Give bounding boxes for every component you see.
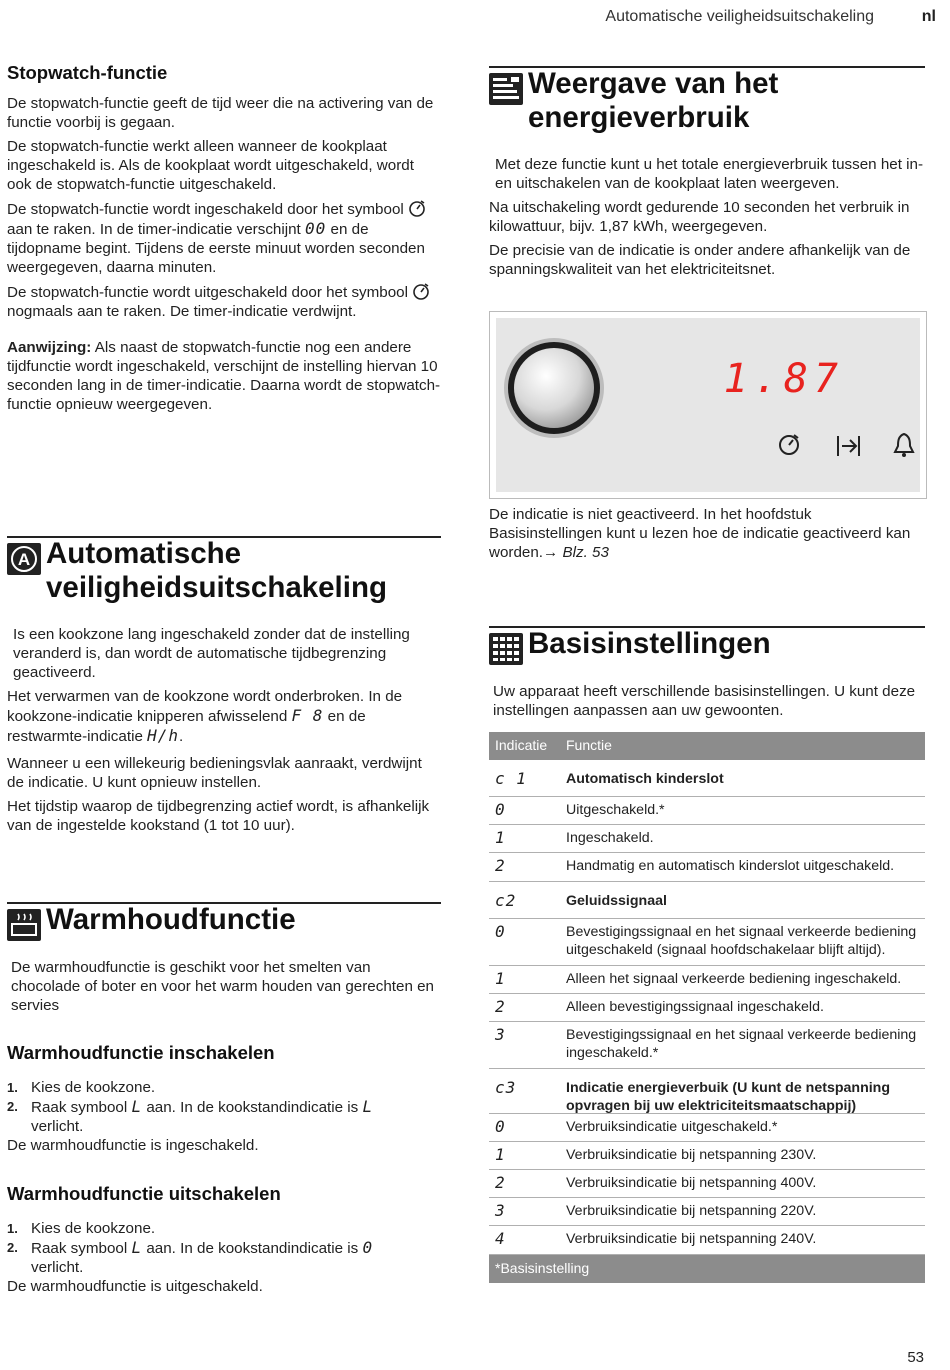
auto-paragraph-4: Het tijdstip waarop de tijdbegrenzing actief wordt, is afhankelijk van de ingestelde kookstand (1 tot 10 uur). <box>7 798 430 834</box>
warm-off-steps <box>7 1219 441 1277</box>
warm-off-heading: Warmhoudfunctie uitschakelen <box>7 1183 281 1204</box>
warm-on-heading: Warmhoudfunctie inschakelen <box>7 1042 275 1063</box>
residual-heat-segment: H/h <box>147 726 180 745</box>
table-row <box>489 1226 925 1255</box>
function-description: Verbruiksindicatie bij netspanning 220V. <box>566 1203 817 1219</box>
energy-body <box>489 155 925 284</box>
step-text-b: aan. In de kookstandindicatie is <box>146 1099 359 1116</box>
warm-on-result: De warmhoudfunctie is ingeschakeld. <box>7 1137 259 1154</box>
indicator-segment: 1 <box>495 969 506 988</box>
warm-off-result: De warmhoudfunctie is uitgeschakeld. <box>7 1278 263 1295</box>
page-reference-link[interactable]: Blz. 53 <box>562 544 609 561</box>
stopwatch-paragraph-3 <box>7 199 441 277</box>
warming-icon <box>7 909 41 941</box>
step-number: 1. <box>7 1080 18 1095</box>
indicator-segment: 1 <box>495 1145 506 1164</box>
stopwatch-icon <box>780 435 798 454</box>
warm-off-step-2 <box>7 1238 441 1277</box>
energy-paragraph-3: De precisie van de indicatie is onder andere afhankelijk van de spanningskwaliteit van het elektriciteitsnet. <box>489 242 911 278</box>
auto-shutdown-body <box>7 625 441 840</box>
function-description: Uitgeschakeld.* <box>566 802 665 818</box>
table-group-row <box>489 760 925 797</box>
function-description: Alleen bevestigingssignaal ingeschakeld. <box>566 999 824 1015</box>
table-row <box>489 994 925 1022</box>
function-description: Indicatie energieverbuik (U kunt de netspanning opvragen bij uw elektriciteitsmaatschappij) <box>566 1080 891 1114</box>
table-header <box>489 732 925 760</box>
auto-p2-part-a: Het verwarmen van de kookzone wordt onderbroken. In de kookzone-indicatie knipperen afwisselend <box>7 688 403 725</box>
column-header-functie: Functie <box>566 737 612 753</box>
table-group-row <box>489 1069 925 1114</box>
step-text-c: verlicht. <box>31 1118 84 1135</box>
step-text-a: Raak symbool <box>31 1240 128 1257</box>
basis-intro <box>489 682 925 725</box>
basis-settings-table <box>489 732 925 1283</box>
basis-heading-block <box>489 626 925 668</box>
stopwatch-section <box>7 62 441 419</box>
timer-to-end-icon <box>838 436 859 456</box>
energy-display-icon <box>489 73 523 105</box>
auto-shutdown-icon <box>7 543 41 575</box>
step-text-a: Raak symbool <box>31 1099 128 1116</box>
basis-paragraph-1: Uw apparaat heeft verschillende basisinstellingen. U kunt deze instellingen aanpassen aan uw gewoonten. <box>493 683 916 719</box>
function-description: Verbruiksindicatie uitgeschakeld.* <box>566 1119 778 1135</box>
stopwatch-heading: Stopwatch-functie <box>7 62 168 83</box>
step-text-b: aan. In de kookstandindicatie is <box>146 1240 359 1257</box>
warm-off-step-1 <box>7 1219 441 1238</box>
warm-body <box>7 958 441 1301</box>
indicator-segment: 3 <box>495 1201 506 1220</box>
indicator-segment: 2 <box>495 856 506 875</box>
stopwatch-paragraph-4 <box>7 282 441 321</box>
basis-heading: Basisinstellingen <box>528 627 771 660</box>
warm-level-segment: L <box>362 1097 374 1116</box>
indicator-segment: c3 <box>495 1078 517 1097</box>
table-row <box>489 1114 925 1142</box>
step-text: Kies de kookzone. <box>31 1220 156 1237</box>
function-description: Ingeschakeld. <box>566 830 654 846</box>
function-description: Bevestigingssignaal en het signaal verkeerde bediening ingeschakeld.* <box>566 1027 917 1061</box>
step-number: 2. <box>7 1240 18 1255</box>
stopwatch-paragraph-2: De stopwatch-functie werkt alleen wanneer de kookplaat ingeschakeld is. Als de kookplaat wordt uitgeschakeld, wordt ook de stopwatch-functie uitgeschakeld. <box>7 138 414 193</box>
step-number: 2. <box>7 1099 18 1114</box>
note-text: Als naast de stopwatch-functie nog een andere tijdfunctie wordt ingeschakeld, verschijnt de instelling hiervan 10 seconden lang in de timer-indicatie. Daarna wordt de stopwatch-functie opnieuw weergegeven. <box>7 339 441 413</box>
stopwatch-icon <box>408 199 426 217</box>
function-description: Bevestigingssignaal en het signaal verkeerde bediening uitgeschakeld (signaal hoofdschakelaar blijft altijd). <box>566 924 917 958</box>
table-row <box>489 1142 925 1170</box>
control-knob <box>504 338 604 438</box>
table-group-row <box>489 882 925 919</box>
stopwatch-p3-part-b: aan te raken. In de timer-indicatie verschijnt <box>7 221 301 238</box>
energy-activation-note <box>489 505 925 562</box>
function-description: Verbruiksindicatie bij netspanning 400V. <box>566 1175 817 1191</box>
table-footnote <box>489 1255 925 1283</box>
auto-icon-letter: A <box>17 550 31 569</box>
auto-paragraph-1: Is een kookzone lang ingeschakeld zonder dat de instelling veranderd is, dan wordt de automatische tijdbegrenzing geactiveerd. <box>13 626 410 681</box>
stopwatch-p3-part-c: en de tijdopname begint. Tijdens de eerste minuut worden seconden weergegeven, daarna minuten. <box>7 221 425 276</box>
warm-heading-block <box>7 902 441 944</box>
warm-symbol-segment: L <box>131 1097 143 1116</box>
function-description: Automatisch kinderslot <box>566 771 724 787</box>
stopwatch-p3-part-a: De stopwatch-functie wordt ingeschakeld door het symbool <box>7 201 404 218</box>
warm-heading: Warmhoudfunctie <box>46 903 296 936</box>
table-row <box>489 1198 925 1226</box>
activation-note-text: De indicatie is niet geactiveerd. In het hoofdstuk Basisinstellingen kunt u lezen hoe de indicatie geactiveerd kan worden. <box>489 506 911 561</box>
step-text-c: verlicht. <box>31 1259 84 1276</box>
table-row <box>489 797 925 825</box>
energy-heading: Weergave van het energieverbruik <box>528 67 779 134</box>
settings-grid-icon <box>489 633 523 665</box>
auto-paragraph-3: Wanneer u een willekeurig bedieningsvlak aanraakt, verdwijnt de indicatie. U kunt opnieuw instellen. <box>7 755 422 791</box>
stopwatch-p4-part-b: nogmaals aan te raken. De timer-indicatie verdwijnt. <box>7 303 357 320</box>
table-row <box>489 966 925 994</box>
auto-paragraph-2 <box>7 687 441 746</box>
indicator-segment: 0 <box>495 1117 506 1136</box>
energy-heading-block <box>489 66 925 138</box>
auto-shutdown-heading: Automatische veiligheidsuitschakeling <box>46 537 387 604</box>
display-graphic <box>496 318 920 492</box>
stopwatch-note <box>7 338 441 414</box>
indicator-segment: 3 <box>495 1025 506 1044</box>
energy-paragraph-2: Na uitschakeling wordt gedurende 10 seconden het verbruik in kilowattuur, bijv. 1,87 kWh, weergegeven. <box>489 199 910 235</box>
indicator-segment: 0 <box>495 922 506 941</box>
indicator-segment: c2 <box>495 891 517 910</box>
table-row <box>489 853 925 882</box>
stopwatch-p4-part-a: De stopwatch-functie wordt uitgeschakeld door het symbool <box>7 284 408 301</box>
function-description: Alleen het signaal verkeerde bediening ingeschakeld. <box>566 971 902 987</box>
function-description: Handmatig en automatisch kinderslot uitgeschakeld. <box>566 858 895 874</box>
bell-icon <box>895 434 913 457</box>
display-panel-surface <box>496 318 920 492</box>
step-number: 1. <box>7 1221 18 1236</box>
language-code: nl <box>921 8 936 25</box>
indicator-segment: 4 <box>495 1229 506 1248</box>
warm-symbol-segment: L <box>131 1238 143 1257</box>
warm-level-segment: 0 <box>362 1238 374 1257</box>
stopwatch-paragraph-1: De stopwatch-functie geeft de tijd weer die na activering van de functie voorbij is gegaan. <box>7 95 434 131</box>
energy-readout: 1.87 <box>723 356 844 402</box>
energy-after-text <box>489 505 925 567</box>
stopwatch-icon <box>412 282 430 300</box>
running-header-title: Automatische veiligheidsuitschakeling <box>605 8 874 25</box>
step-text: Kies de kookzone. <box>31 1079 156 1096</box>
page-number: 53 <box>907 1349 924 1366</box>
function-description: Geluidssignaal <box>566 893 667 909</box>
column-header-indicatie: Indicatie <box>495 737 548 753</box>
auto-p2-part-c: . <box>179 728 184 745</box>
indicator-segment: 2 <box>495 997 506 1016</box>
energy-paragraph-1: Met deze functie kunt u het totale energieverbruik tussen het in- en uitschakelen van de kookplaat laten weergeven. <box>495 156 924 192</box>
auto-p2-part-b: en de restwarmte-indicatie <box>7 708 366 745</box>
function-description: Verbruiksindicatie bij netspanning 230V. <box>566 1147 817 1163</box>
footnote-text: *Basisinstelling <box>495 1260 590 1276</box>
warm-on-steps <box>7 1078 441 1136</box>
table-row <box>489 919 925 966</box>
table-row <box>489 1022 925 1069</box>
auto-shutdown-heading-block <box>7 536 441 608</box>
table-body <box>489 760 925 1255</box>
warm-on-step-2 <box>7 1097 441 1136</box>
indicator-segment: c 1 <box>495 769 527 788</box>
table-row <box>489 1170 925 1198</box>
warm-paragraph-1: De warmhoudfunctie is geschikt voor het smelten van chocolade of boter en voor het warm houden van gerechten en servies <box>11 959 435 1014</box>
timer-segment-display: 00 <box>305 219 327 238</box>
cooktop-display-illustration <box>489 311 927 499</box>
table-row <box>489 825 925 853</box>
page-ref-arrow: → <box>543 544 559 561</box>
note-label: Aanwijzing: <box>7 339 92 356</box>
function-description: Verbruiksindicatie bij netspanning 240V. <box>566 1231 817 1247</box>
f8-segment-display: F 8 <box>291 706 324 725</box>
indicator-segment: 0 <box>495 800 506 819</box>
indicator-segment: 1 <box>495 828 506 847</box>
warm-on-step-1 <box>7 1078 441 1097</box>
indicator-segment: 2 <box>495 1173 506 1192</box>
